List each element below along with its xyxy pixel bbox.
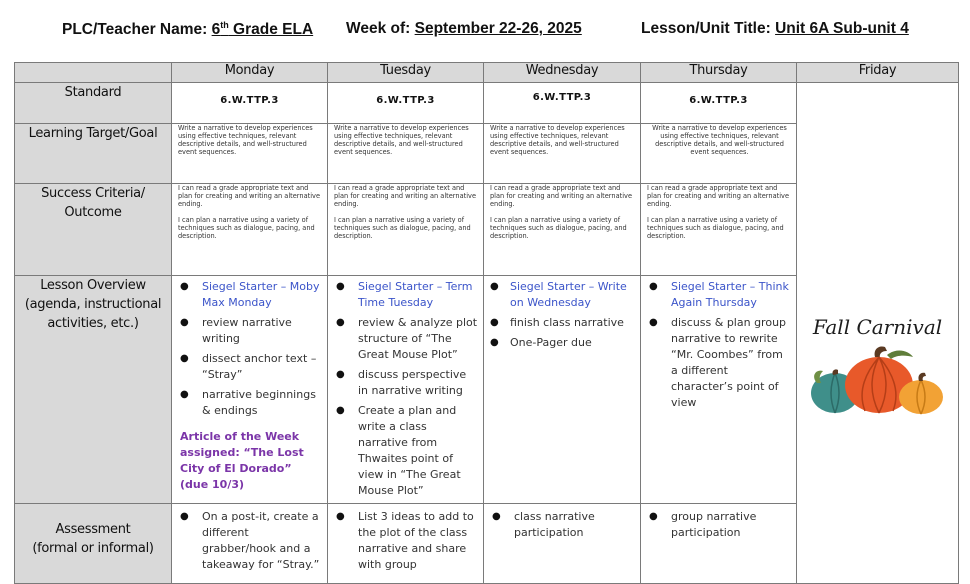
list-item[interactable]: ● Siegel Starter – Moby Max Monday: [180, 280, 320, 309]
day-wednesday: Wednesday: [484, 63, 641, 83]
standard-wednesday: 6.W.TTP.3: [484, 83, 641, 124]
week-label: Week of:: [346, 20, 411, 37]
list-item: ● finish class narrative: [490, 316, 624, 329]
fall-carnival-title: Fall Carnival: [812, 315, 943, 339]
list-item: ● dissect anchor text – “Stray”: [180, 352, 317, 381]
list-item[interactable]: ● Siegel Starter – Think Again Thursday: [649, 280, 789, 309]
list-item: ● class narrative participation: [492, 510, 595, 539]
week-value: September 22-26, 2025: [414, 20, 582, 37]
assessment-wednesday: [484, 504, 641, 584]
day-friday: Friday: [797, 63, 959, 83]
friday-cell: [797, 83, 959, 584]
success-wednesday: I can read a grade appropriate text and plan for creating and writing an alternative ending. I can plan a narrative using a variety of techniques such as dialogue, pacing, and description.: [484, 184, 641, 276]
list-item: ● One-Pager due: [490, 336, 592, 349]
target-tuesday: Write a narrative to develop experiences using effective techniques, relevant descriptive details, and well-structured event sequences.: [328, 124, 484, 184]
list-item[interactable]: ● Siegel Starter – Term Time Tuesday: [336, 280, 473, 309]
list-item: ● narrative beginnings & endings: [180, 388, 316, 417]
lesson-label: Lesson/Unit Title:: [641, 20, 771, 37]
row-label-assessment: Assessment (formal or informal): [15, 504, 172, 584]
row-label-learning-target: Learning Target/Goal: [15, 124, 172, 184]
plc-teacher-name: [62, 20, 313, 39]
plc-label: PLC/Teacher Name:: [62, 21, 208, 39]
overview-thursday: [641, 276, 797, 504]
overview-monday: [172, 276, 328, 504]
list-item: ● review & analyze plot structure of “The Great Mouse Plot”: [336, 316, 478, 361]
success-tuesday: I can read a grade appropriate text and plan for creating and writing an alternative ending. I can plan a narrative using a variety of techniques such as dialogue, pacing, and description.: [328, 184, 484, 276]
list-item: ● Create a plan and write a class narrative from Thwaites point of view in “The Great Mouse Plot”: [336, 404, 461, 497]
list-item: ● discuss & plan group narrative to rewrite “Mr. Coombes” from a different character’s point of view: [649, 316, 787, 409]
header: [0, 20, 970, 44]
overview-wednesday: [484, 276, 641, 504]
standard-tuesday: 6.W.TTP.3: [328, 83, 484, 124]
lesson-plan-table: [14, 62, 959, 584]
lesson-unit-title: [641, 20, 909, 38]
success-thursday: I can read a grade appropriate text and plan for creating and writing an alternative ending. I can plan a narrative using a variety of techniques such as dialogue, pacing, and description.: [641, 184, 797, 276]
overview-tuesday: [328, 276, 484, 504]
day-thursday: Thursday: [641, 63, 797, 83]
article-of-the-week: Article of the Week assigned: “The Lost City of El Dorado” (due 10/3): [180, 430, 304, 491]
list-item: ● group narrative participation: [649, 510, 757, 539]
target-wednesday: Write a narrative to develop experiences using effective techniques, relevant descriptive details, and well-structured event sequences.: [484, 124, 641, 184]
success-monday: I can read a grade appropriate text and plan for creating and writing an alternative ending. I can plan a narrative using a variety of techniques such as dialogue, pacing, and description.: [172, 184, 328, 276]
target-thursday: Write a narrative to develop experiences using effective techniques, relevant descriptive details, and well-structured event sequences.: [641, 124, 797, 184]
assessment-tuesday: [328, 504, 484, 584]
row-label-lesson-overview: Lesson Overview (agenda, instructional activities, etc.): [15, 276, 172, 504]
day-monday: Monday: [172, 63, 328, 83]
standard-monday: 6.W.TTP.3: [172, 83, 328, 124]
list-item: ● review narrative writing: [180, 316, 292, 345]
list-item: ● On a post-it, create a different grabber/hook and a takeaway for “Stray.”: [180, 510, 320, 571]
day-tuesday: Tuesday: [328, 63, 484, 83]
lesson-value: Unit 6A Sub-unit 4: [775, 20, 909, 37]
target-monday: Write a narrative to develop experiences using effective techniques, relevant descriptive details, and well-structured event sequences.: [172, 124, 328, 184]
pumpkins-icon: [805, 343, 949, 417]
list-item: ● discuss perspective in narrative writing: [336, 368, 467, 397]
day-header-row: [15, 63, 959, 83]
standard-thursday: 6.W.TTP.3: [641, 83, 797, 124]
assessment-monday: [172, 504, 328, 584]
standard-row: [15, 83, 959, 124]
row-label-success-criteria: Success Criteria/ Outcome: [15, 184, 172, 276]
list-item[interactable]: ● Siegel Starter – Write on Wednesday: [490, 280, 627, 309]
corner-cell: [15, 63, 172, 83]
row-label-standard: Standard: [15, 83, 172, 124]
assessment-thursday: [641, 504, 797, 584]
week-of: [346, 20, 582, 38]
plc-value: 6th Grade ELA: [211, 20, 314, 39]
list-item: ● List 3 ideas to add to the plot of the class narrative and share with group: [336, 510, 474, 571]
